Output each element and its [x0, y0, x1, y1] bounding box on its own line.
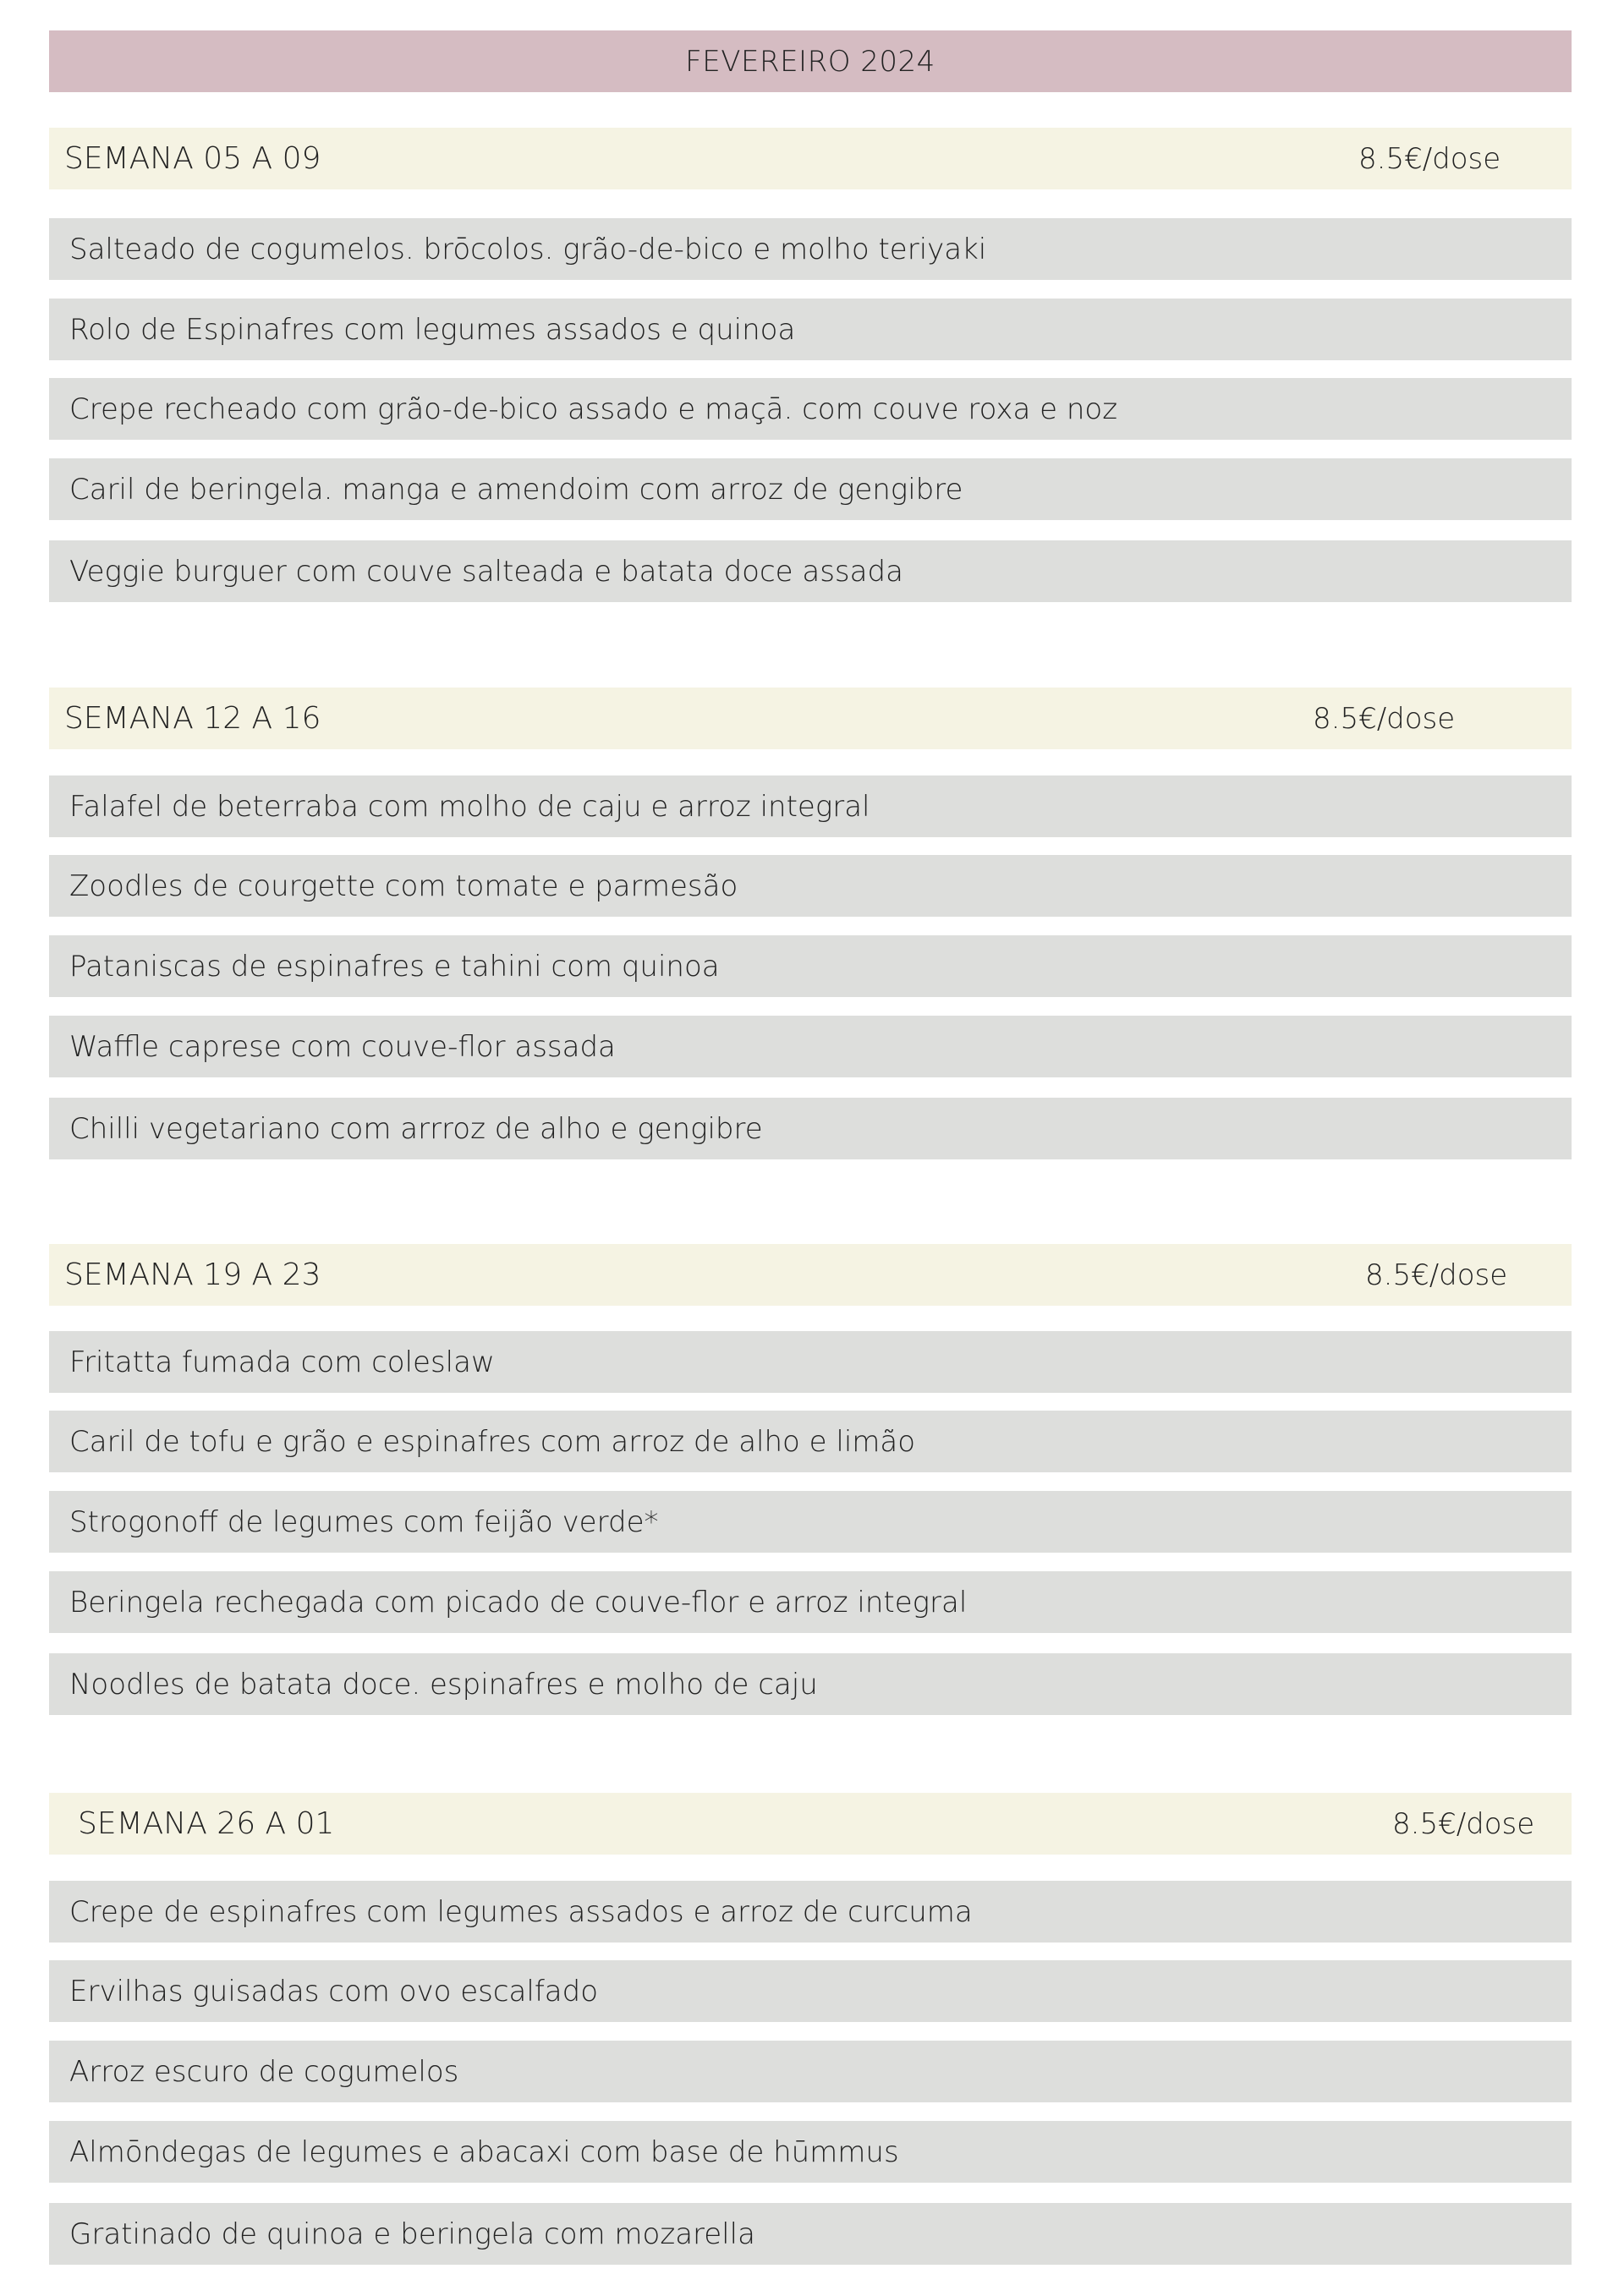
menu-item: Arroz escuro de cogumelos	[49, 2041, 1572, 2102]
menu-item: Veggie burguer com couve salteada e batata doce assada	[49, 540, 1572, 602]
week-price: 8.5€/dose	[1358, 141, 1501, 176]
menu-item: Ervilhas guisadas com ovo escalfado	[49, 1960, 1572, 2022]
menu-item: Caril de tofu e grão e espinafres com arroz de alho e limão	[49, 1411, 1572, 1472]
menu-item: Beringela rechegada com picado de couve-flor e arroz integral	[49, 1571, 1572, 1633]
menu-item: Rolo de Espinafres com legumes assados e quinoa	[49, 299, 1572, 360]
menu-item: Zoodles de courgette com tomate e parmesão	[49, 855, 1572, 917]
menu-item: Gratinado de quinoa e beringela com mozarella	[49, 2203, 1572, 2265]
menu-item: Waffle caprese com couve-flor assada	[49, 1016, 1572, 1077]
week-header	[49, 128, 1572, 189]
menu-item: Crepe recheado com grão-de-bico assado e maçā. com couve roxa e noz	[49, 378, 1572, 440]
week-label: SEMANA 19 A 23	[64, 1258, 321, 1292]
menu-item: Almōndegas de legumes e abacaxi com base de hūmmus	[49, 2121, 1572, 2183]
week-price: 8.5€/dose	[1365, 1258, 1508, 1292]
menu-item: Chilli vegetariano com arrroz de alho e gengibre	[49, 1098, 1572, 1159]
menu-item: Caril de beringela. manga e amendoim com arroz de gengibre	[49, 458, 1572, 520]
menu-item: Noodles de batata doce. espinafres e molho de caju	[49, 1653, 1572, 1715]
menu-item: Pataniscas de espinafres e tahini com quinoa	[49, 935, 1572, 997]
week-price: 8.5€/dose	[1392, 1806, 1535, 1841]
menu-item: Strogonoff de legumes com feijão verde*	[49, 1491, 1572, 1553]
week-label: SEMANA 26 A 01	[78, 1806, 335, 1841]
menu-item: Salteado de cogumelos. brōcolos. grão-de-bico e molho teriyaki	[49, 218, 1572, 280]
page-title: FEVEREIRO 2024	[49, 30, 1572, 92]
week-header	[49, 1244, 1572, 1306]
week-header	[49, 688, 1572, 749]
menu-item: Fritatta fumada com coleslaw	[49, 1331, 1572, 1393]
week-price: 8.5€/dose	[1313, 701, 1456, 736]
menu-item: Falafel de beterraba com molho de caju e arroz integral	[49, 775, 1572, 837]
week-label: SEMANA 05 A 09	[64, 141, 321, 176]
week-label: SEMANA 12 A 16	[64, 701, 321, 736]
week-header	[49, 1793, 1572, 1855]
menu-item: Crepe de espinafres com legumes assados e arroz de curcuma	[49, 1881, 1572, 1943]
